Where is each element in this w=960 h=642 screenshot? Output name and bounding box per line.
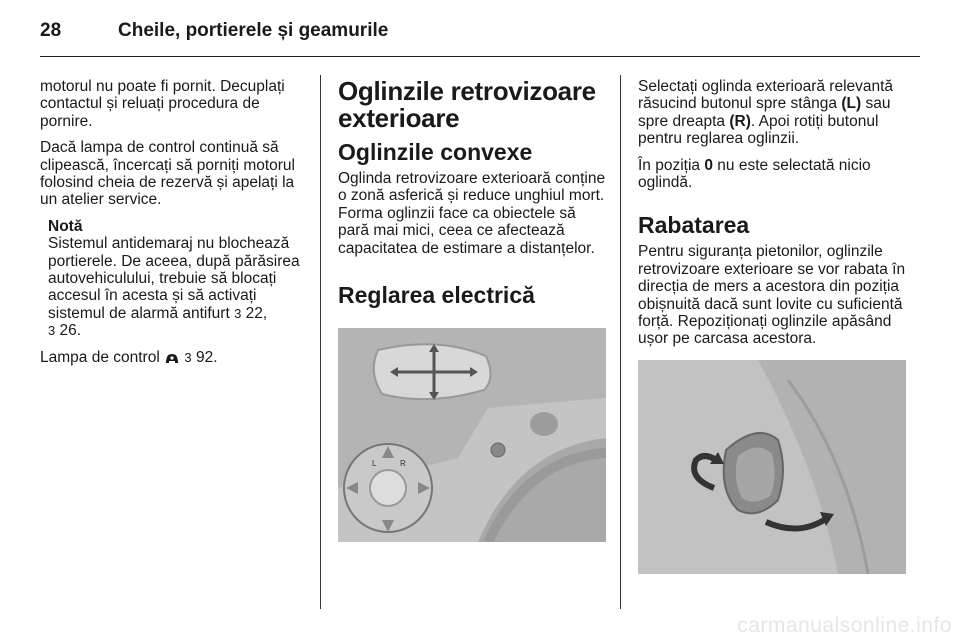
- paragraph: Pentru siguranța pietonilor, oglinzile retrovizoare exterioare se vor rabata în direcția de mers a acestora din poziția obișnuită dacă sunt lovite cu suficientă forță. Repoziționați oglinzile apăsând ușor pe carcasa acestora.: [638, 243, 906, 348]
- page-reference-icon: 3: [48, 323, 56, 339]
- mirror-adjust-drawing: [338, 328, 606, 542]
- paragraph: [638, 78, 906, 148]
- column-1: [40, 78, 306, 375]
- watermark: carmanualsonline.info: [737, 614, 952, 637]
- column-2: [338, 78, 606, 542]
- page-reference[interactable]: 22,: [245, 304, 268, 322]
- knob-label-R: R: [400, 459, 406, 469]
- right-label: (R): [729, 112, 751, 130]
- mirror-adjust-illustration: [338, 328, 606, 542]
- column-divider: [620, 75, 621, 609]
- paragraph: [638, 157, 906, 192]
- zero-position: 0: [704, 156, 713, 174]
- page-number: 28: [40, 20, 62, 41]
- page-reference[interactable]: 92.: [195, 348, 218, 366]
- mirror-fold-illustration: [638, 360, 906, 574]
- text-run: Selectați oglinda exterioară relevantă răsucind butonul spre stânga: [638, 78, 894, 113]
- column-divider: [320, 75, 321, 609]
- control-lamp-text: Lampa de control: [40, 348, 160, 366]
- page-reference[interactable]: 26.: [59, 322, 82, 340]
- immobiliser-lamp-icon: [164, 351, 180, 363]
- text-run: nu este selectată nicio oglindă.: [638, 156, 871, 192]
- page-header: [40, 16, 920, 57]
- subsection-title: Reglarea electrică: [338, 282, 535, 309]
- note-title: Notă: [48, 217, 83, 235]
- paragraph: [40, 349, 306, 366]
- chapter-title: Cheile, portierele și geamurile: [118, 20, 389, 41]
- section-title: Oglinzile retrovizoare exterioare: [338, 76, 596, 133]
- note-box: [48, 218, 306, 340]
- column-3: [638, 78, 906, 574]
- paragraph: motorul nu poate fi pornit. Decuplați contactul și reluați procedura de pornire.: [40, 78, 285, 130]
- page-reference-icon: 3: [184, 349, 192, 365]
- mirror-fold-drawing: [638, 360, 906, 574]
- page-reference-icon: 3: [234, 305, 242, 321]
- text-run: . Apoi rotiți butonul pentru reglarea oglinzii.: [638, 112, 879, 148]
- knob-label-L: L: [372, 459, 377, 469]
- paragraph: Dacă lampa de control continuă să clipească, încercați să porniți motorul folosind cheia de rezervă și apelați la un atelier service.: [40, 139, 296, 209]
- note-body: Sistemul antidemaraj nu blochează portierele. De aceea, după părăsirea autovehiculului, trebuie să blocați accesul în acesta și să activați sistemul de alarmă antifurt: [48, 235, 300, 322]
- left-label: (L): [841, 95, 862, 113]
- text-run: sau spre dreapta: [638, 95, 891, 130]
- subsection-title: Rabatarea: [638, 212, 750, 239]
- paragraph: Oglinda retrovizoare exterioară conține o zonă asferică și reduce unghiul mort. Forma oglinzii face ca obiectele să pară mai mici, ceea ce afectează capacitatea de estimare a distanțelor.: [338, 170, 606, 257]
- subsection-title: Oglinzile convexe: [338, 139, 533, 165]
- text-run: În poziția: [638, 156, 701, 174]
